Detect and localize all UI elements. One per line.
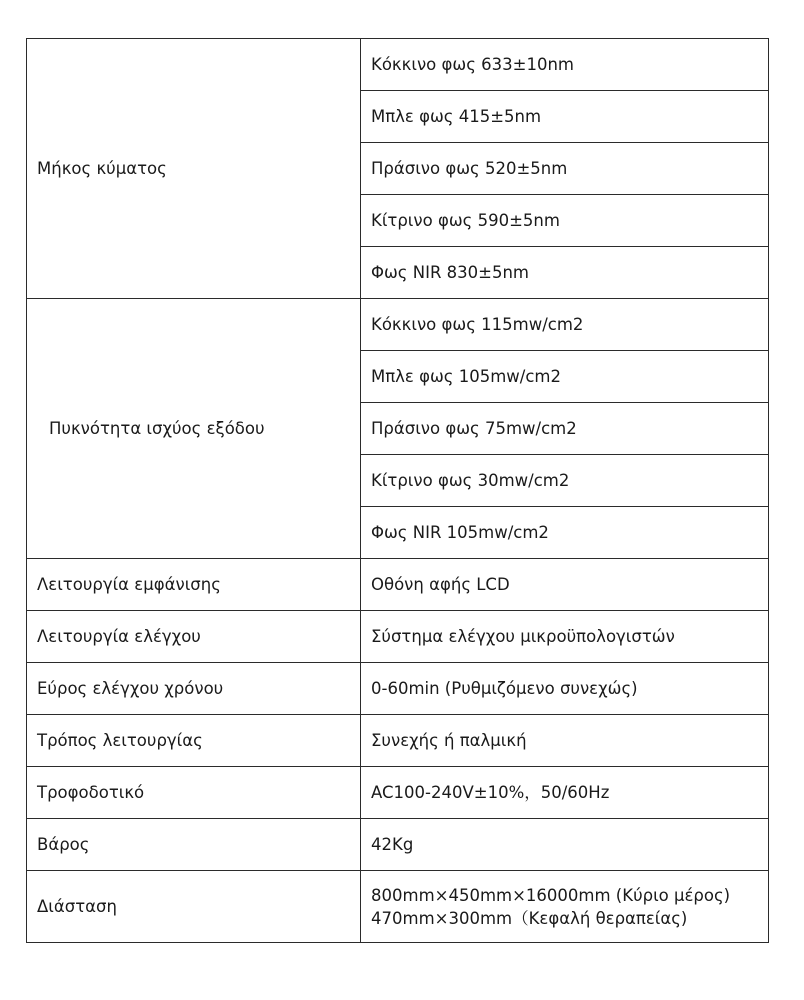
table-row [27,663,769,715]
table-row [27,871,769,943]
operation-mode-value: Συνεχής ή παλμική [361,715,769,767]
dimension-value [361,871,769,943]
power-density-value: Κόκκινο φως 115mw/cm2 [361,299,769,351]
power-density-label: Πυκνότητα ισχύος εξόδου [27,299,361,559]
power-supply-value: AC100-240V±10%，50/60Hz [361,767,769,819]
wavelength-value: Κόκκινο φως 633±10nm [361,39,769,91]
weight-value: 42Kg [361,819,769,871]
wavelength-value: Κίτρινο φως 590±5nm [361,195,769,247]
dimension-line: 800mm×450mm×16000mm (Κύριο μέρος) [371,885,731,905]
dimension-line: 470mm×300mm（Κεφαλή θεραπείας) [371,908,688,928]
power-density-value: Κίτρινο φως 30mw/cm2 [361,455,769,507]
table-row [27,299,769,351]
table-row [27,767,769,819]
display-mode-value: Οθόνη αφής LCD [361,559,769,611]
power-density-value: Μπλε φως 105mw/cm2 [361,351,769,403]
time-range-value: 0-60min (Ρυθμιζόμενο συνεχώς) [361,663,769,715]
wavelength-label: Μήκος κύματος [27,39,361,299]
wavelength-value: Μπλε φως 415±5nm [361,91,769,143]
table-row [27,715,769,767]
dimension-label: Διάσταση [27,871,361,943]
time-range-label: Εύρος ελέγχου χρόνου [27,663,361,715]
table-row [27,559,769,611]
table-row [27,611,769,663]
spec-table [26,38,769,943]
wavelength-value: Πράσινο φως 520±5nm [361,143,769,195]
control-mode-value: Σύστημα ελέγχου μικροϋπολογιστών [361,611,769,663]
display-mode-label: Λειτουργία εμφάνισης [27,559,361,611]
power-density-value: Φως NIR 105mw/cm2 [361,507,769,559]
power-density-value: Πράσινο φως 75mw/cm2 [361,403,769,455]
power-supply-label: Τροφοδοτικό [27,767,361,819]
table-row [27,39,769,91]
wavelength-value: Φως NIR 830±5nm [361,247,769,299]
control-mode-label: Λειτουργία ελέγχου [27,611,361,663]
weight-label: Βάρος [27,819,361,871]
operation-mode-label: Τρόπος λειτουργίας [27,715,361,767]
table-row [27,819,769,871]
